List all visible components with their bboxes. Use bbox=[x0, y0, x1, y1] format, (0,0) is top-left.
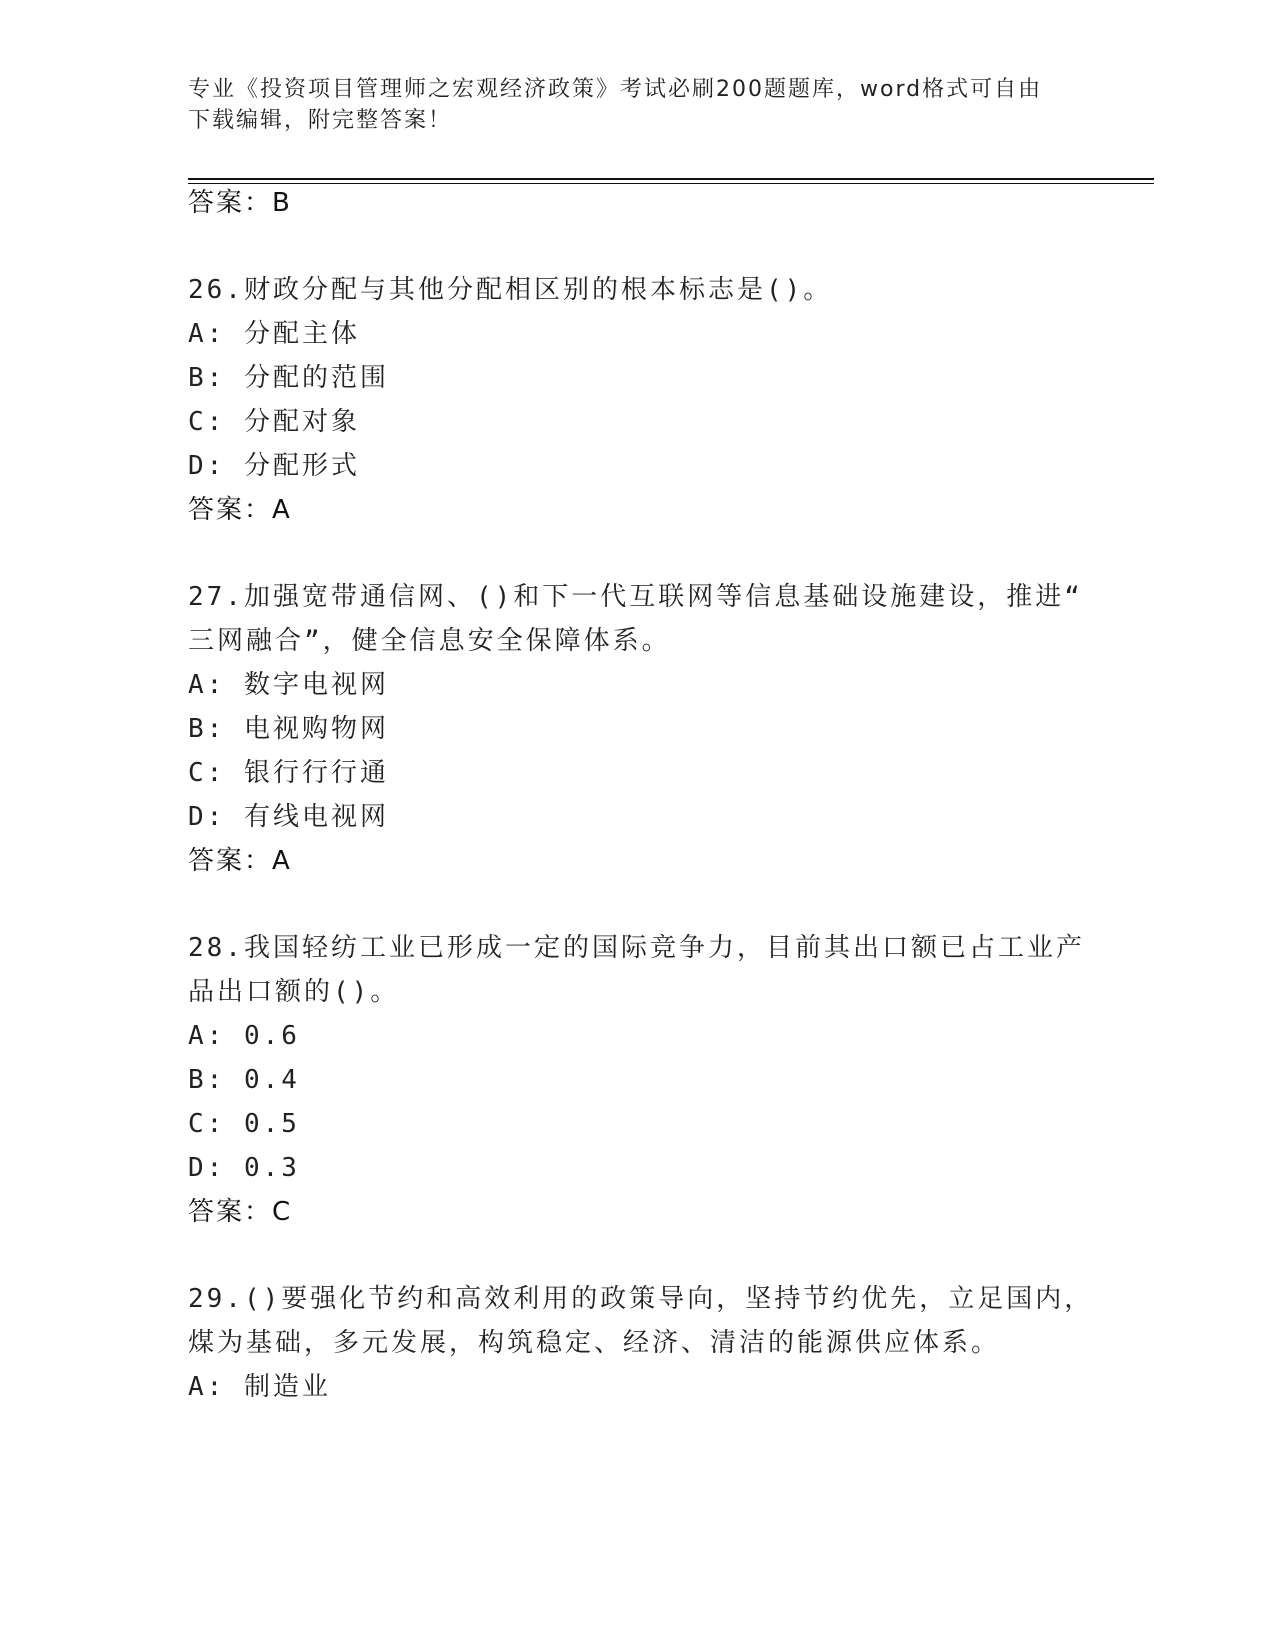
question-26-option-b: B: 分配的范围 bbox=[188, 363, 389, 393]
question-28-option-b: B: 0.4 bbox=[188, 1065, 300, 1095]
answer-q26: 答案：A bbox=[188, 495, 292, 525]
question-27-option-c: C: 银行行行通 bbox=[188, 758, 389, 788]
question-27-option-b: B: 电视购物网 bbox=[188, 714, 389, 744]
header-rule-thin bbox=[188, 183, 1154, 184]
question-26-option-c: C: 分配对象 bbox=[188, 407, 360, 437]
question-27-option-a: A: 数字电视网 bbox=[188, 670, 389, 700]
question-27-option-d: D: 有线电视网 bbox=[188, 802, 389, 832]
question-27-stem-line-2: 三网融合”，健全信息安全保障体系。 bbox=[188, 626, 671, 656]
question-28-stem-line-1: 28.我国轻纺工业已形成一定的国际竞争力，目前其出口额已占工业产 bbox=[188, 933, 1085, 963]
question-26-stem: 26.财政分配与其他分配相区别的根本标志是()。 bbox=[188, 275, 833, 305]
question-29-stem-line-1: 29.()要强化节约和高效利用的政策导向，坚持节约优先，立足国内， bbox=[188, 1284, 1094, 1314]
answer-q27: 答案：A bbox=[188, 846, 292, 876]
question-26-option-a: A: 分配主体 bbox=[188, 319, 360, 349]
question-28-stem-line-2: 品出口额的()。 bbox=[188, 977, 400, 1007]
question-29-option-a: A: 制造业 bbox=[188, 1372, 331, 1402]
question-28-option-a: A: 0.6 bbox=[188, 1021, 300, 1051]
question-27-stem-line-1: 27.加强宽带通信网、()和下一代互联网等信息基础设施建设，推进“ bbox=[188, 582, 1083, 612]
answer-q28: 答案：C bbox=[188, 1197, 293, 1227]
question-28-option-c: C: 0.5 bbox=[188, 1109, 300, 1139]
header-line-1: 专业《投资项目管理师之宏观经济政策》考试必刷200题题库，word格式可自由 bbox=[188, 77, 1043, 102]
answer-q25: 答案：B bbox=[188, 188, 292, 218]
question-26-option-d: D: 分配形式 bbox=[188, 451, 360, 481]
header-rule-thick bbox=[188, 178, 1154, 180]
question-28-option-d: D: 0.3 bbox=[188, 1153, 300, 1183]
page-header bbox=[188, 74, 1068, 136]
header-line-2: 下载编辑，附完整答案！ bbox=[188, 108, 453, 133]
question-29-stem-line-2: 煤为基础，多元发展，构筑稳定、经济、清洁的能源供应体系。 bbox=[188, 1328, 1001, 1358]
